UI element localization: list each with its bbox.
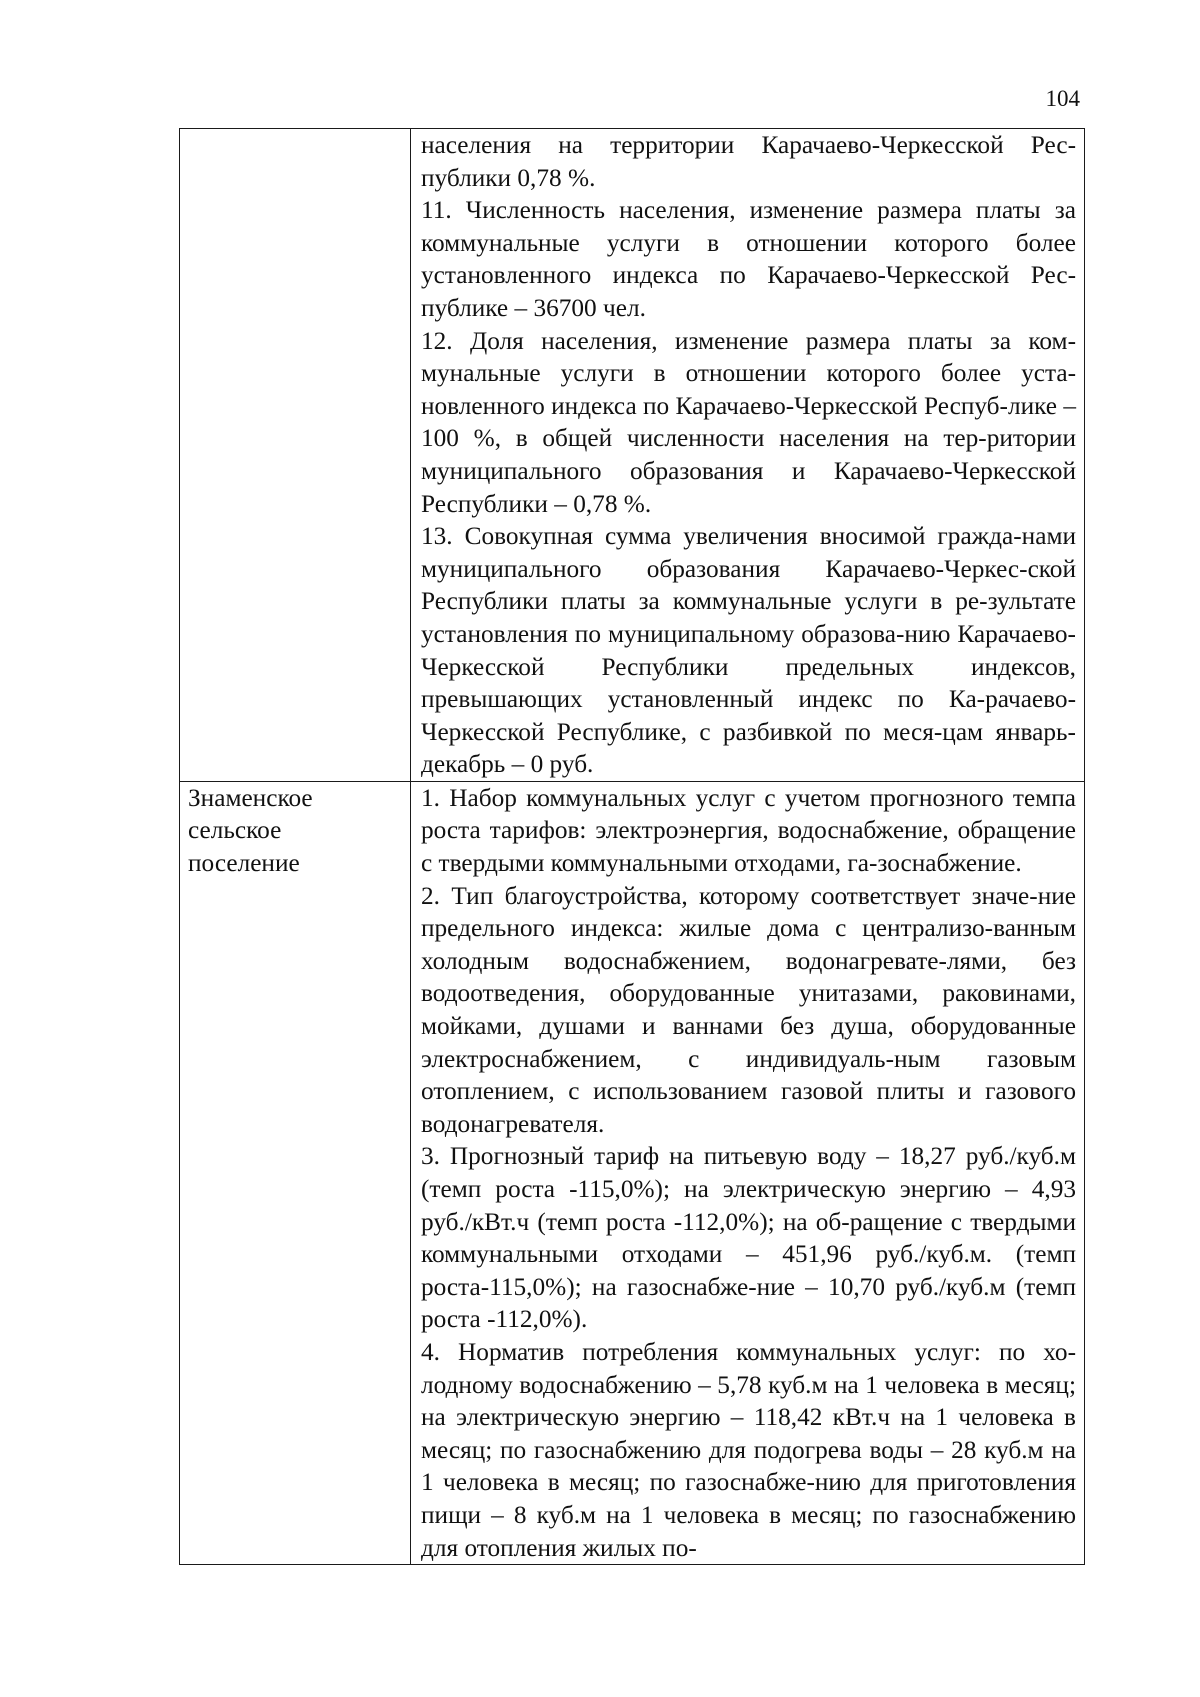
settlement-name-cell [180, 781, 411, 1564]
page-number: 104 [1045, 86, 1080, 111]
settlement-name-line: поселение [188, 849, 300, 878]
paragraph-2: 2. Тип благоустройства, которому соответствует значе-ние предельного индекса: жилые дома с централизо-ванным холодным водоснабжением, водонагревате-лями, без водоотведения, оборудованные унитазами, раковинами, мойками, душами и ваннами без душа, оборудованные электроснабжением, с индивидуаль-ным газовым отоплением, с использованием газовой плиты и газового водонагревателя. [421, 881, 1076, 1138]
paragraph-1: 1. Набор коммунальных услуг с учетом прогнозного темпа роста тарифов: электроэнергия, водоснабжение, обращение с твердыми коммунальными отходами, га-зоснабжение. [421, 783, 1076, 878]
paragraph-continuation: населения на территории Карачаево-Черкесской Рес-публики 0,78 %. [421, 131, 1076, 192]
indicators-cell [411, 129, 1085, 782]
table-row [180, 781, 1085, 1564]
paragraph-3: 3. Прогнозный тариф на питьевую воду – 18,27 руб./куб.м (темп роста -115,0%); на электрическую энергию – 4,93 руб./кВт.ч (темп роста -112,0%); на об-ращение с твердыми коммунальными отходами – 451,96 руб./куб.м. (темп роста-115,0%); на газоснабже-ние – 10,70 руб./куб.м (темп роста -112,0%). [421, 1142, 1076, 1334]
paragraph-13: 13. Совокупная сумма увеличения вносимой гражда-нами муниципального образования Карачаево-Черкес-ской Республики платы за коммунальные услуги в ре-зультате установления по муниципальному образова-нию Карачаево-Черкесской Республики предельных индексов, превышающих установленный индекс по Ка-рачаево-Черкесской Республике, с разбивкой по меся-цам январь-декабрь – 0 руб. [421, 522, 1076, 779]
paragraph-4: 4. Норматив потребления коммунальных услуг: по хо-лодному водоснабжению – 5,78 куб.м на 1 человека в месяц; на электрическую энергию – 118,42 кВт.ч на 1 человека в месяц; по газоснабжению для подогрева воды – 28 куб.м на 1 человека в месяц; по газоснабже-нию для приготовления пищи – 8 куб.м на 1 человека в месяц; по газоснабжению для отопления жилых по- [421, 1337, 1076, 1562]
paragraph-12: 12. Доля населения, изменение размера платы за ком-мунальные услуги в отношении которого более уста-новленного индекса по Карачаево-Черкесской Респуб-лике – 100 %, в общей численности населения на тер-ритории муниципального образования и Карачаево-Черкесской Республики – 0,78 %. [421, 326, 1076, 518]
indicators-cell [411, 781, 1085, 1564]
settlement-name-line: Знаменское [188, 783, 313, 812]
settlement-name-cell [180, 129, 411, 782]
paragraph-11: 11. Численность населения, изменение размера платы за коммунальные услуги в отношении которого более установленного индекса по Карачаево-Черкесской Рес-публике – 36700 чел. [421, 196, 1076, 322]
settlement-name-line: сельское [188, 816, 282, 845]
settlements-table [179, 128, 1085, 1565]
table-row [180, 129, 1085, 782]
